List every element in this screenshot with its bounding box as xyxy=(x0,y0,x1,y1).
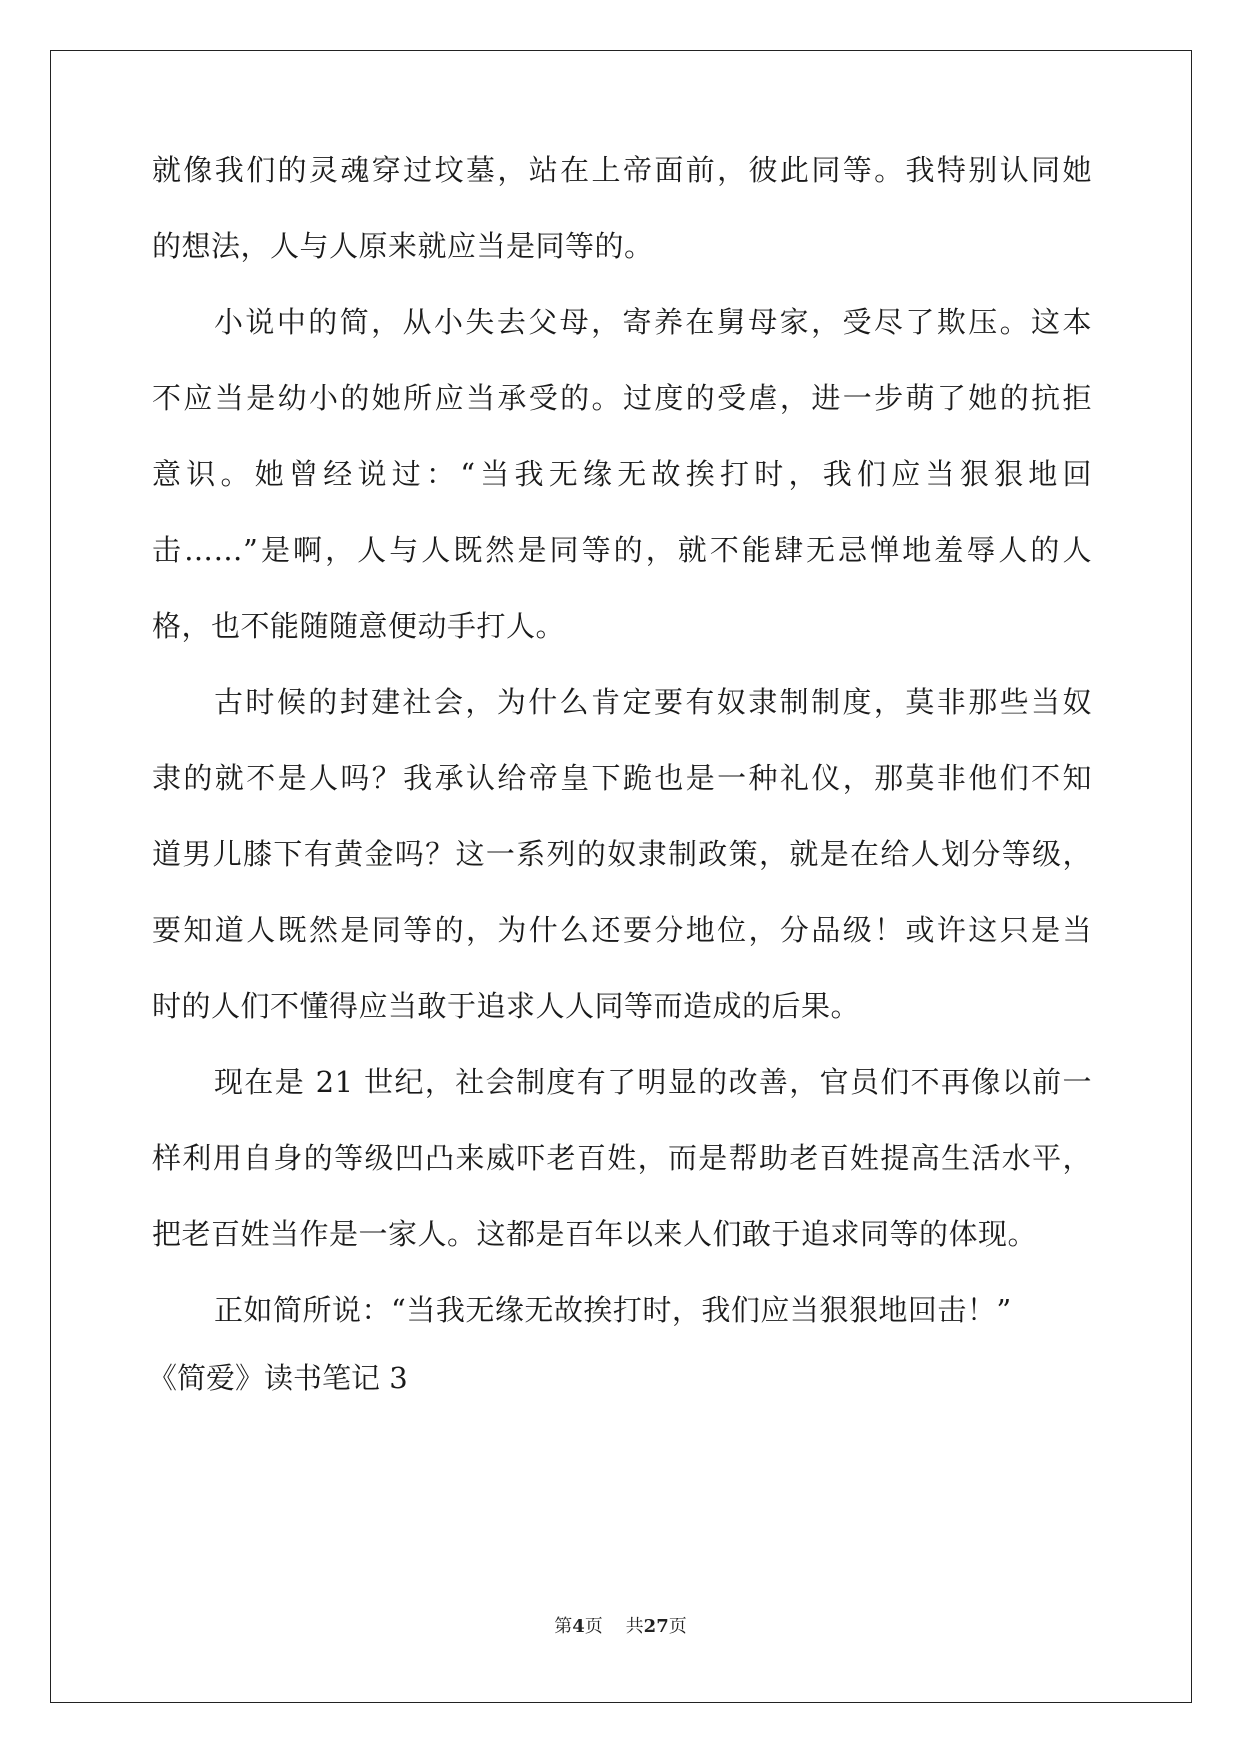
text-line: 时的人们不懂得应当敢于追求人人同等而造成的后果。 xyxy=(152,989,861,1023)
text-line: 道男儿膝下有黄金吗？这一系列的奴隶制政策，就是在给人划分等级， xyxy=(152,837,1092,871)
text-line: 正如简所说：“当我无缘无故挨打时，我们应当狠狠地回击！” xyxy=(214,1293,1012,1327)
text-line: 就像我们的灵魂穿过坟墓，站在上帝面前，彼此同等。我特别认同她 xyxy=(152,153,1092,187)
text-line: 样利用自身的等级凹凸来威吓老百姓，而是帮助老百姓提高生活水平， xyxy=(152,1141,1092,1175)
text-line: 格，也不能随随意便动手打人。 xyxy=(152,609,566,643)
page-footer xyxy=(0,1612,1241,1638)
text-line: 要知道人既然是同等的，为什么还要分地位，分品级！或许这只是当 xyxy=(152,913,1092,947)
text-line: 小说中的简，从小失去父母，寄养在舅母家，受尽了欺压。这本 xyxy=(214,305,1092,339)
text-line: 意识。她曾经说过：“当我无缘无故挨打时，我们应当狠狠地回 xyxy=(152,457,1092,491)
total-page-count: 27 xyxy=(643,1616,669,1637)
text-line: 的想法，人与人原来就应当是同等的。 xyxy=(152,229,654,263)
text-line: 把老百姓当作是一家人。这都是百年以来人们敢于追求同等的体现。 xyxy=(152,1217,1038,1251)
text-line: 隶的就不是人吗？我承认给帝皇下跪也是一种礼仪，那莫非他们不知 xyxy=(152,761,1092,795)
text-line: 不应当是幼小的她所应当承受的。过度的受虐，进一步萌了她的抗拒 xyxy=(152,381,1092,415)
footer-total-prefix: 共 xyxy=(625,1616,644,1637)
page-border xyxy=(50,50,1192,1703)
footer-total-suffix: 页 xyxy=(668,1616,687,1637)
section-heading: 《简爱》读书笔记 3 xyxy=(148,1361,408,1395)
current-page-number: 4 xyxy=(572,1616,585,1637)
footer-prefix: 第 xyxy=(554,1616,573,1637)
text-line: 现在是 21 世纪，社会制度有了明显的改善，官员们不再像以前一 xyxy=(214,1065,1092,1099)
text-line: 古时候的封建社会，为什么肯定要有奴隶制制度，莫非那些当奴 xyxy=(214,685,1092,719)
text-line: 击……”是啊，人与人既然是同等的，就不能肆无忌惮地羞辱人的人 xyxy=(152,533,1092,567)
footer-page-word: 页 xyxy=(584,1616,603,1637)
